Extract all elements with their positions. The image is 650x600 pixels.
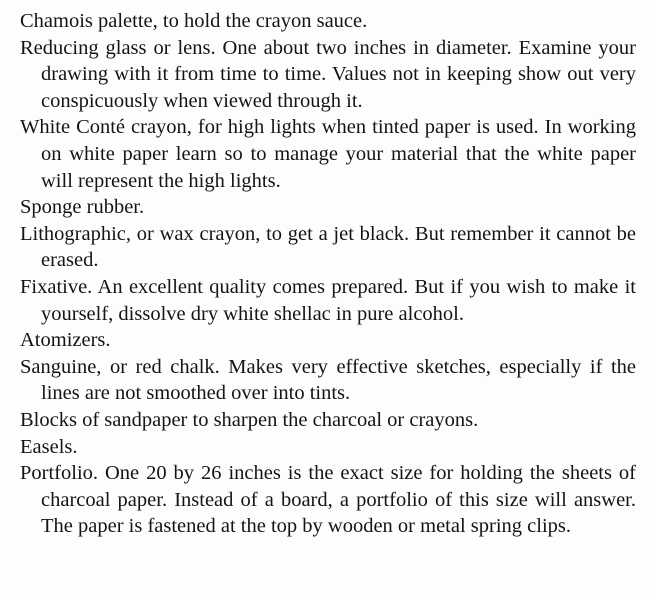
list-item-sanguine: Sanguine, or red chalk. Makes very effective sketches, especially if the lines are not smoothed over into tints. [20,355,636,405]
list-item-sponge-rubber: Sponge rubber. [20,196,145,219]
list-item-easels: Easels. [20,435,78,458]
list-item-white-conte-crayon: White Conté crayon, for high lights when tinted paper is used. In working on white paper learn so to manage your material that the white paper will represent the high lights. [20,116,636,192]
materials-list [20,8,636,540]
list-item-reducing-glass: Reducing glass or lens. One about two inches in diameter. Examine your drawing with it from time to time. Values not in keeping show out very conspicuously when viewed through it. [20,36,636,112]
list-item-chamois-palette: Chamois palette, to hold the crayon sauce. [20,10,368,32]
list-item-atomizers: Atomizers. [20,329,111,352]
list-item-portfolio: Portfolio. One 20 by 26 inches is the exact size for holding the sheets of charcoal paper. Instead of a board, a portfolio of this size will answer. The paper is fastened at the top by wooden or metal spring clips. [20,462,636,538]
list-item-sandpaper-blocks: Blocks of sandpaper to sharpen the charcoal or crayons. [20,408,479,431]
list-item-fixative: Fixative. An excellent quality comes prepared. But if you wish to make it yourself, dissolve dry white shellac in pure alcohol. [20,275,636,325]
list-item-lithographic-crayon: Lithographic, or wax crayon, to get a jet black. But remember it cannot be erased. [20,222,636,272]
